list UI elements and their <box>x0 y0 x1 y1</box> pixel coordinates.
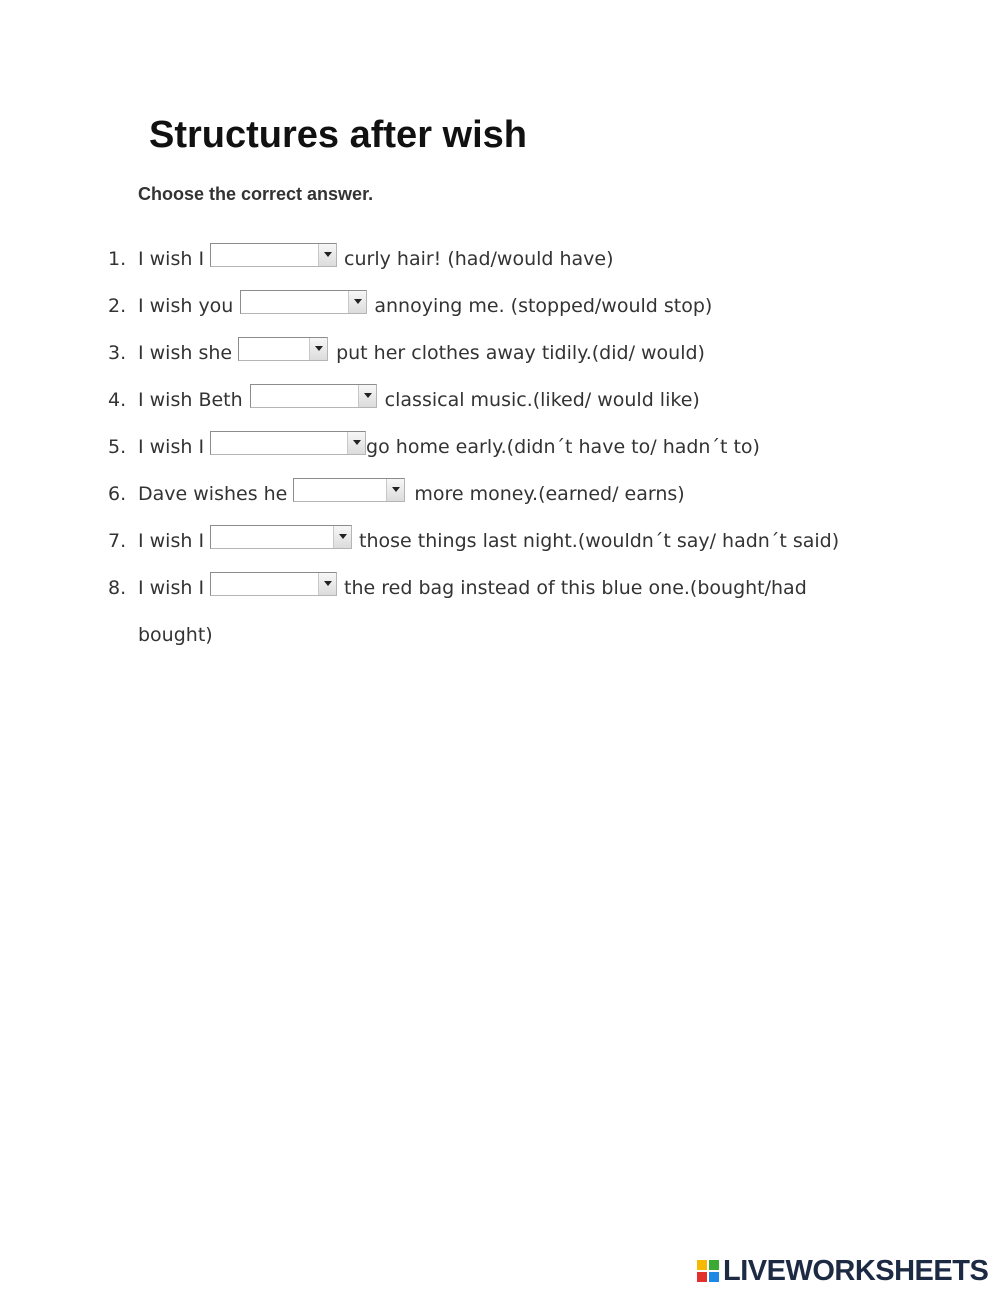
question-8-continued: bought) <box>138 624 213 646</box>
question-text-before: Dave wishes he <box>138 483 288 505</box>
question-number: 3. <box>108 342 127 364</box>
question-text-after: go home early.(didn´t have to/ hadn´t to) <box>366 436 760 458</box>
chevron-down-icon[interactable] <box>309 338 327 360</box>
answer-dropdown-7[interactable] <box>210 525 352 549</box>
chevron-down-icon[interactable] <box>318 244 336 266</box>
answer-dropdown-8[interactable] <box>210 572 337 596</box>
question-text-after: annoying me. (stopped/would stop) <box>374 295 713 317</box>
answer-dropdown-6[interactable] <box>293 478 405 502</box>
chevron-down-icon[interactable] <box>348 291 366 313</box>
question-text-after: those things last night.(wouldn´t say/ hadn´t said) <box>359 530 840 552</box>
question-number: 2. <box>108 295 127 317</box>
logo-blocks-icon <box>697 1260 719 1282</box>
question-number: 8. <box>108 577 127 599</box>
chevron-down-icon[interactable] <box>358 385 376 407</box>
answer-dropdown-5[interactable] <box>210 431 366 455</box>
question-text-before: I wish you <box>138 295 234 317</box>
question-number: 7. <box>108 530 127 552</box>
answer-dropdown-3[interactable] <box>238 337 328 361</box>
instruction-text: Choose the correct answer. <box>138 184 374 204</box>
chevron-down-icon[interactable] <box>347 432 365 454</box>
question-text-after: curly hair! (had/would have) <box>344 248 614 270</box>
question-text-before: I wish I <box>138 436 205 458</box>
chevron-down-icon[interactable] <box>386 479 404 501</box>
logo-text: LIVEWORKSHEETS <box>723 1254 989 1287</box>
question-text-before: I wish she <box>138 342 233 364</box>
page-title: Structures after wish <box>149 114 527 156</box>
chevron-down-icon[interactable] <box>318 573 336 595</box>
question-text-before: I wish Beth <box>138 389 243 411</box>
liveworksheets-logo <box>697 1256 988 1286</box>
answer-dropdown-2[interactable] <box>240 290 367 314</box>
answer-dropdown-1[interactable] <box>210 243 337 267</box>
question-text-after: put her clothes away tidily.(did/ would) <box>336 342 705 364</box>
question-text-after: more money.(earned/ earns) <box>414 483 685 505</box>
question-text-before: I wish I <box>138 248 205 270</box>
question-number: 6. <box>108 483 127 505</box>
question-text-after: the red bag instead of this blue one.(bought/had <box>344 577 807 599</box>
question-text-before: I wish I <box>138 530 205 552</box>
chevron-down-icon[interactable] <box>333 526 351 548</box>
question-number: 4. <box>108 389 127 411</box>
answer-dropdown-4[interactable] <box>250 384 377 408</box>
question-number: 5. <box>108 436 127 458</box>
question-number: 1. <box>108 248 127 270</box>
question-text-after: classical music.(liked/ would like) <box>384 389 700 411</box>
question-text-before: I wish I <box>138 577 205 599</box>
